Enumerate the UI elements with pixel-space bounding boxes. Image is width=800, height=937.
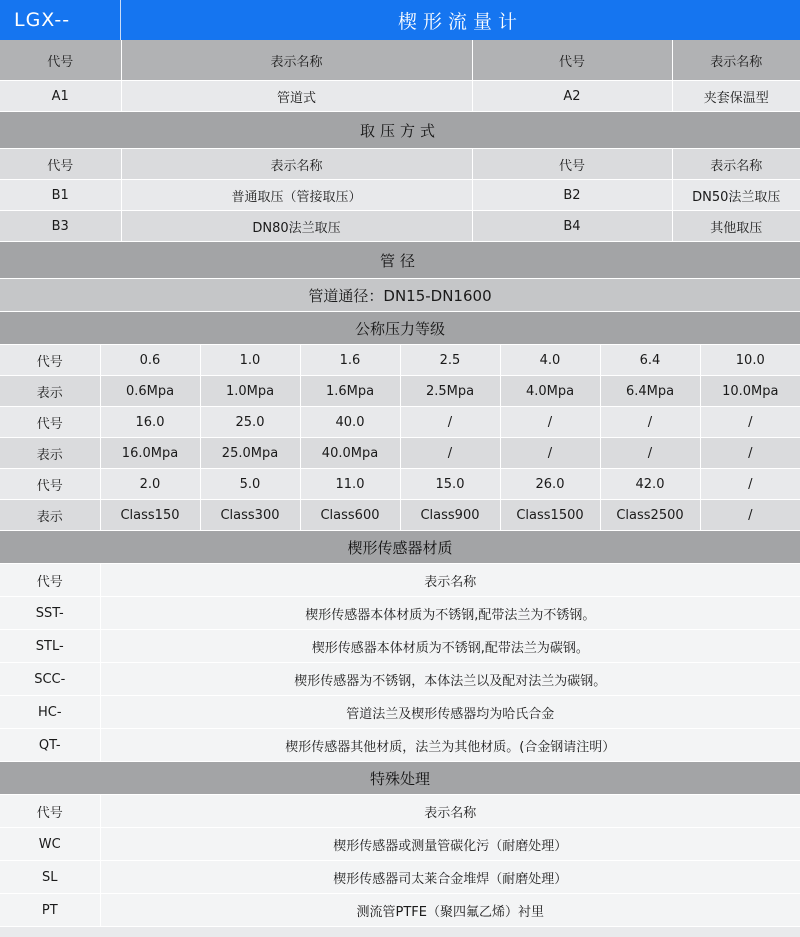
row-label: 表示 [0,500,100,531]
name-cell: 其他取压 [672,211,800,242]
code-cell: SST- [0,597,100,630]
code-cell: QT- [0,729,100,762]
rating-cell: 2.5Mpa [400,376,500,407]
rating-cell: 4.0 [500,345,600,376]
special-header-row [0,795,800,828]
rating-cell: 4.0Mpa [500,376,600,407]
header-cell: 代号 [472,40,672,81]
rating-cell: 10.0Mpa [700,376,800,407]
name-cell: 楔形传感器司太莱合金堆焊（耐磨处理） [100,861,800,894]
rating-cell: 1.0 [200,345,300,376]
name-cell: 管道法兰及楔形传感器均为哈氏合金 [100,696,800,729]
rating-cell: 16.0 [100,407,200,438]
header-cell: 表示名称 [121,149,472,180]
rating-cell: 0.6 [100,345,200,376]
special-row [0,861,800,894]
code-cell: B2 [472,180,672,211]
rating-cell: 5.0 [200,469,300,500]
name-cell: 管道式 [121,81,472,112]
pressure-tap-header-row [0,149,800,180]
rating-cell: / [700,469,800,500]
rating-cell: 42.0 [600,469,700,500]
rating-cell: Class900 [400,500,500,531]
rating-cell: 1.6Mpa [300,376,400,407]
name-cell: DN50法兰取压 [672,180,800,211]
rating-cell: / [400,438,500,469]
special-treatment-table [0,762,800,927]
material-row [0,696,800,729]
pressure-tap-table [0,112,800,242]
rating-cell: 2.0 [100,469,200,500]
rating-cell: 40.0 [300,407,400,438]
rating-cell: 2.5 [400,345,500,376]
row-label: 代号 [0,407,100,438]
rating-row [0,407,800,438]
header-cell: 表示名称 [100,564,800,597]
row-label: 表示 [0,438,100,469]
header-cell: 表示名称 [121,40,472,81]
name-cell: 测流管PTFE（聚四氟乙烯）衬里 [100,894,800,927]
name-cell: 楔形传感器为不锈钢，本体法兰以及配对法兰为碳钢。 [100,663,800,696]
rating-cell: Class600 [300,500,400,531]
header-cell: 代号 [0,564,100,597]
header-cell: 代号 [0,40,121,81]
model-code: LGX-- [0,0,121,40]
code-cell: B1 [0,180,121,211]
rating-row [0,500,800,531]
page-title: 楔形流量计 [397,10,523,33]
rating-cell: / [500,407,600,438]
material-header-row [0,564,800,597]
pipe-table [0,242,800,312]
type-table [0,40,800,112]
rating-cell: / [600,407,700,438]
row-label: 代号 [0,469,100,500]
rating-cell: 6.4Mpa [600,376,700,407]
rating-row [0,376,800,407]
section-title: 特殊处理 [0,762,800,795]
header-cell: 表示名称 [672,40,800,81]
material-row [0,630,800,663]
header-cell: 表示名称 [672,149,800,180]
rating-row [0,469,800,500]
code-cell: B3 [0,211,121,242]
sensor-material-table [0,531,800,762]
rating-cell: / [400,407,500,438]
rating-cell: 10.0 [700,345,800,376]
rating-cell: 26.0 [500,469,600,500]
pipe-range: 管道通径：DN15-DN1600 [0,279,800,312]
rating-cell: / [600,438,700,469]
header-cell: 代号 [472,149,672,180]
section-title: 管径 [0,242,800,279]
rating-cell: / [700,438,800,469]
header-cell: 代号 [0,795,100,828]
rating-cell: 1.0Mpa [200,376,300,407]
code-cell: WC [0,828,100,861]
code-cell: PT [0,894,100,927]
title-bar [0,0,800,40]
code-cell: STL- [0,630,100,663]
code-cell: A1 [0,81,121,112]
rating-cell: 11.0 [300,469,400,500]
header-cell: 代号 [0,149,121,180]
rating-cell: Class2500 [600,500,700,531]
code-cell: B4 [472,211,672,242]
code-cell: SL [0,861,100,894]
section-title: 取压方式 [0,112,800,149]
section-title: 公称压力等级 [0,312,800,345]
pressure-tap-row [0,211,800,242]
material-row [0,663,800,696]
name-cell: 楔形传感器本体材质为不锈钢,配带法兰为不锈钢。 [100,597,800,630]
rating-row [0,345,800,376]
type-header-row [0,40,800,81]
name-cell: 夹套保温型 [672,81,800,112]
rating-cell: 40.0Mpa [300,438,400,469]
name-cell: DN80法兰取压 [121,211,472,242]
type-row [0,81,800,112]
header-cell: 表示名称 [100,795,800,828]
name-cell: 楔形传感器其他材质，法兰为其他材质。(合金钢请注明） [100,729,800,762]
pressure-tap-row [0,180,800,211]
rating-cell: / [500,438,600,469]
name-cell: 楔形传感器本体材质为不锈钢,配带法兰为碳钢。 [100,630,800,663]
special-row [0,828,800,861]
row-label: 表示 [0,376,100,407]
rating-row [0,438,800,469]
special-row [0,894,800,927]
pressure-rating-table [0,312,800,531]
rating-cell: 6.4 [600,345,700,376]
name-cell: 楔形传感器或测量管碳化污（耐磨处理） [100,828,800,861]
section-title: 楔形传感器材质 [0,531,800,564]
rating-cell: Class1500 [500,500,600,531]
rating-cell: 1.6 [300,345,400,376]
material-row [0,597,800,630]
rating-cell: Class300 [200,500,300,531]
rating-cell: 15.0 [400,469,500,500]
code-cell: A2 [472,81,672,112]
rating-cell: 0.6Mpa [100,376,200,407]
rating-cell: / [700,500,800,531]
name-cell: 普通取压（管接取压） [121,180,472,211]
material-row [0,729,800,762]
rating-cell: / [700,407,800,438]
rating-cell: 16.0Mpa [100,438,200,469]
row-label: 代号 [0,345,100,376]
rating-cell: 25.0 [200,407,300,438]
rating-cell: Class150 [100,500,200,531]
rating-cell: 25.0Mpa [200,438,300,469]
code-cell: SCC- [0,663,100,696]
code-cell: HC- [0,696,100,729]
